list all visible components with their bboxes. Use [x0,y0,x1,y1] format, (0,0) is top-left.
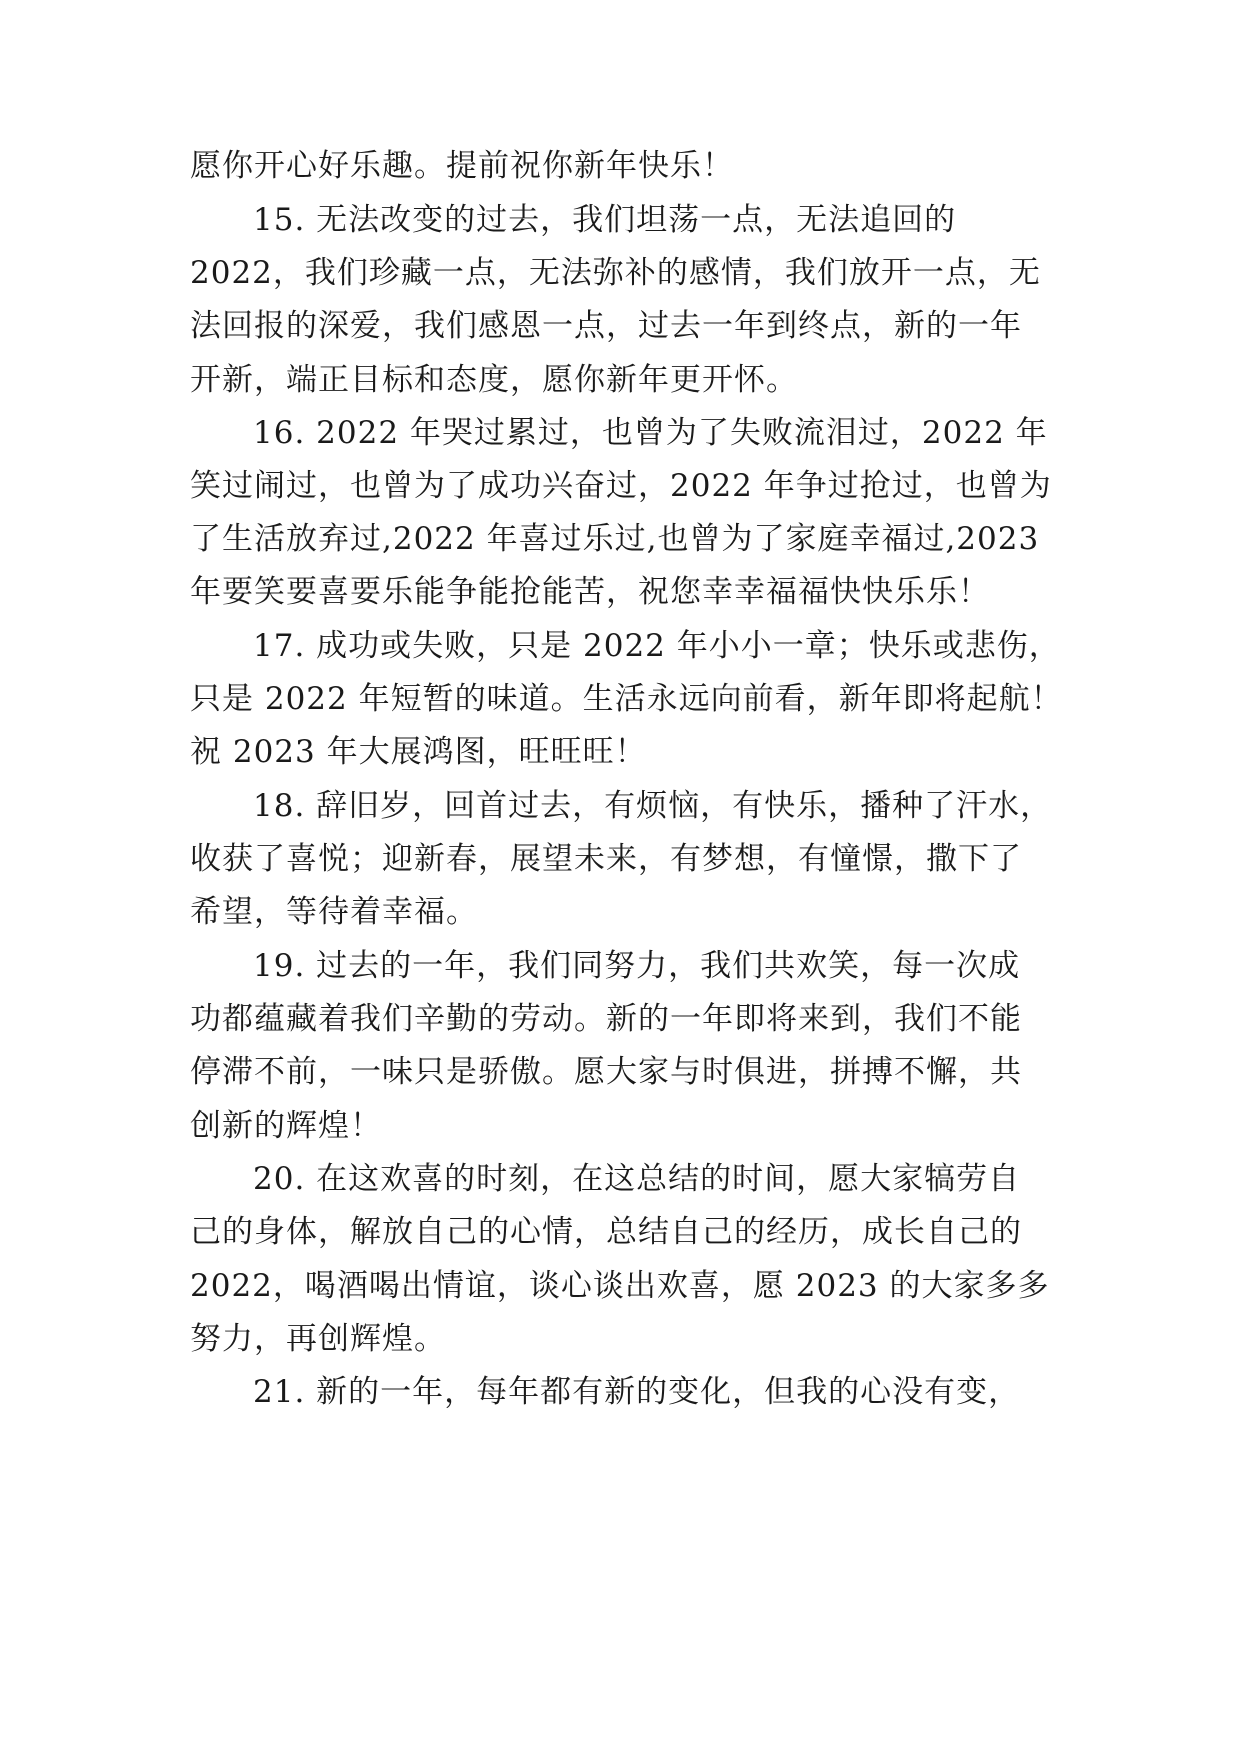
paragraph-16-start: 16. 2022 年哭过累过，也曾为了失败流泪过，2022 年 [253,415,1048,451]
text-line: 开新，端正目标和态度，愿你新年更开怀。 [190,362,798,398]
text-line: 只是 2022 年短暂的味道。生活永远向前看，新年即将起航！ [190,681,1063,717]
paragraph-17-start: 17. 成功或失败，只是 2022 年小小一章；快乐或悲伤， [253,628,1061,664]
text-line: 2022，喝酒喝出情谊，谈心谈出欢喜，愿 2023 的大家多多 [190,1268,1050,1304]
paragraph-15-start: 15. 无法改变的过去，我们坦荡一点，无法追回的 [253,202,957,238]
text-line: 功都蕴藏着我们辛勤的劳动。新的一年即将来到，我们不能 [190,1001,1022,1037]
paragraph-19-start: 19. 过去的一年，我们同努力，我们共欢笑，每一次成 [253,948,1021,984]
text-line: 祝 2023 年大展鸿图，旺旺旺！ [190,734,647,770]
text-line: 笑过闹过，也曾为了成功兴奋过，2022 年争过抢过，也曾为 [190,468,1052,504]
text-line: 法回报的深爱，我们感恩一点，过去一年到终点，新的一年 [190,308,1022,344]
text-line: 了生活放弃过,2022 年喜过乐过,也曾为了家庭幸福过,2023 [190,521,1040,557]
text-line: 年要笑要喜要乐能争能抢能苦，祝您幸幸福福快快乐乐！ [190,574,990,610]
paragraph-21-start: 21. 新的一年，每年都有新的变化，但我的心没有变， [253,1374,1021,1410]
text-line: 停滞不前，一味只是骄傲。愿大家与时俱进，拼搏不懈，共 [190,1054,1022,1090]
text-line: 2022，我们珍藏一点，无法弥补的感情，我们放开一点，无 [190,255,1041,291]
text-line: 努力，再创辉煌。 [190,1321,446,1357]
text-line: 希望，等待着幸福。 [190,894,478,930]
paragraph-20-start: 20. 在这欢喜的时刻，在这总结的时间，愿大家犒劳自 [253,1161,1021,1197]
text-line: 创新的辉煌！ [190,1108,382,1144]
text-line: 收获了喜悦；迎新春，展望未来，有梦想，有憧憬，撒下了 [190,841,1022,877]
text-line: 愿你开心好乐趣。提前祝你新年快乐！ [190,148,734,184]
paragraph-18-start: 18. 辞旧岁，回首过去，有烦恼，有快乐，播种了汗水， [253,788,1053,824]
text-line: 己的身体，解放自己的心情，总结自己的经历，成长自己的 [190,1214,1022,1250]
